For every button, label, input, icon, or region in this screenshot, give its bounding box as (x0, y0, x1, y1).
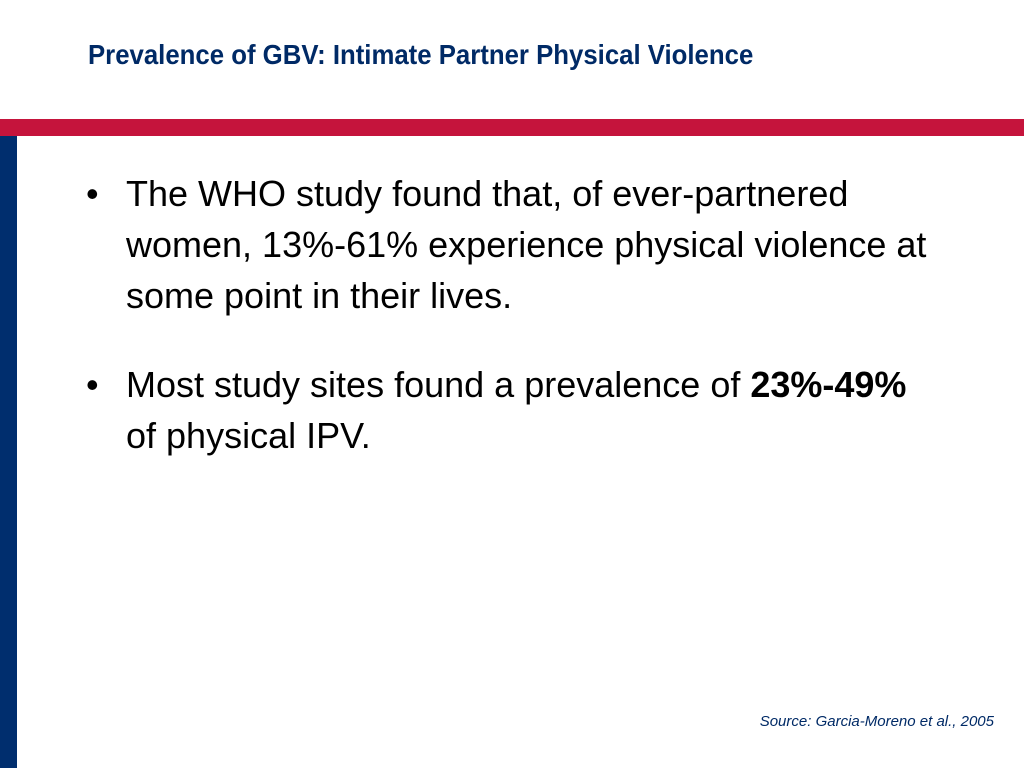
bullet-item-who-study (86, 168, 946, 321)
bullet-item-prevalence (86, 359, 946, 461)
bullet-text-after: of physical IPV. (126, 415, 371, 456)
bullet-text-bold: 23%-49% (750, 364, 907, 405)
bullet-text (126, 364, 906, 456)
bullet-text: The WHO study found that, of ever-partnered women, 13%-61% experience physical violence at some point in their lives. (126, 173, 927, 316)
bullet-text-before: Most study sites found a prevalence of (126, 364, 751, 405)
bullet-icon: • (86, 173, 99, 214)
header-divider-bar (0, 119, 1024, 136)
bullet-list (86, 168, 946, 499)
left-accent-bar (0, 136, 17, 768)
bullet-icon: • (86, 364, 99, 405)
slide-title: Prevalence of GBV: Intimate Partner Physical Violence (88, 39, 754, 70)
source-citation: Source: Garcia-Moreno et al., 2005 (759, 713, 994, 730)
